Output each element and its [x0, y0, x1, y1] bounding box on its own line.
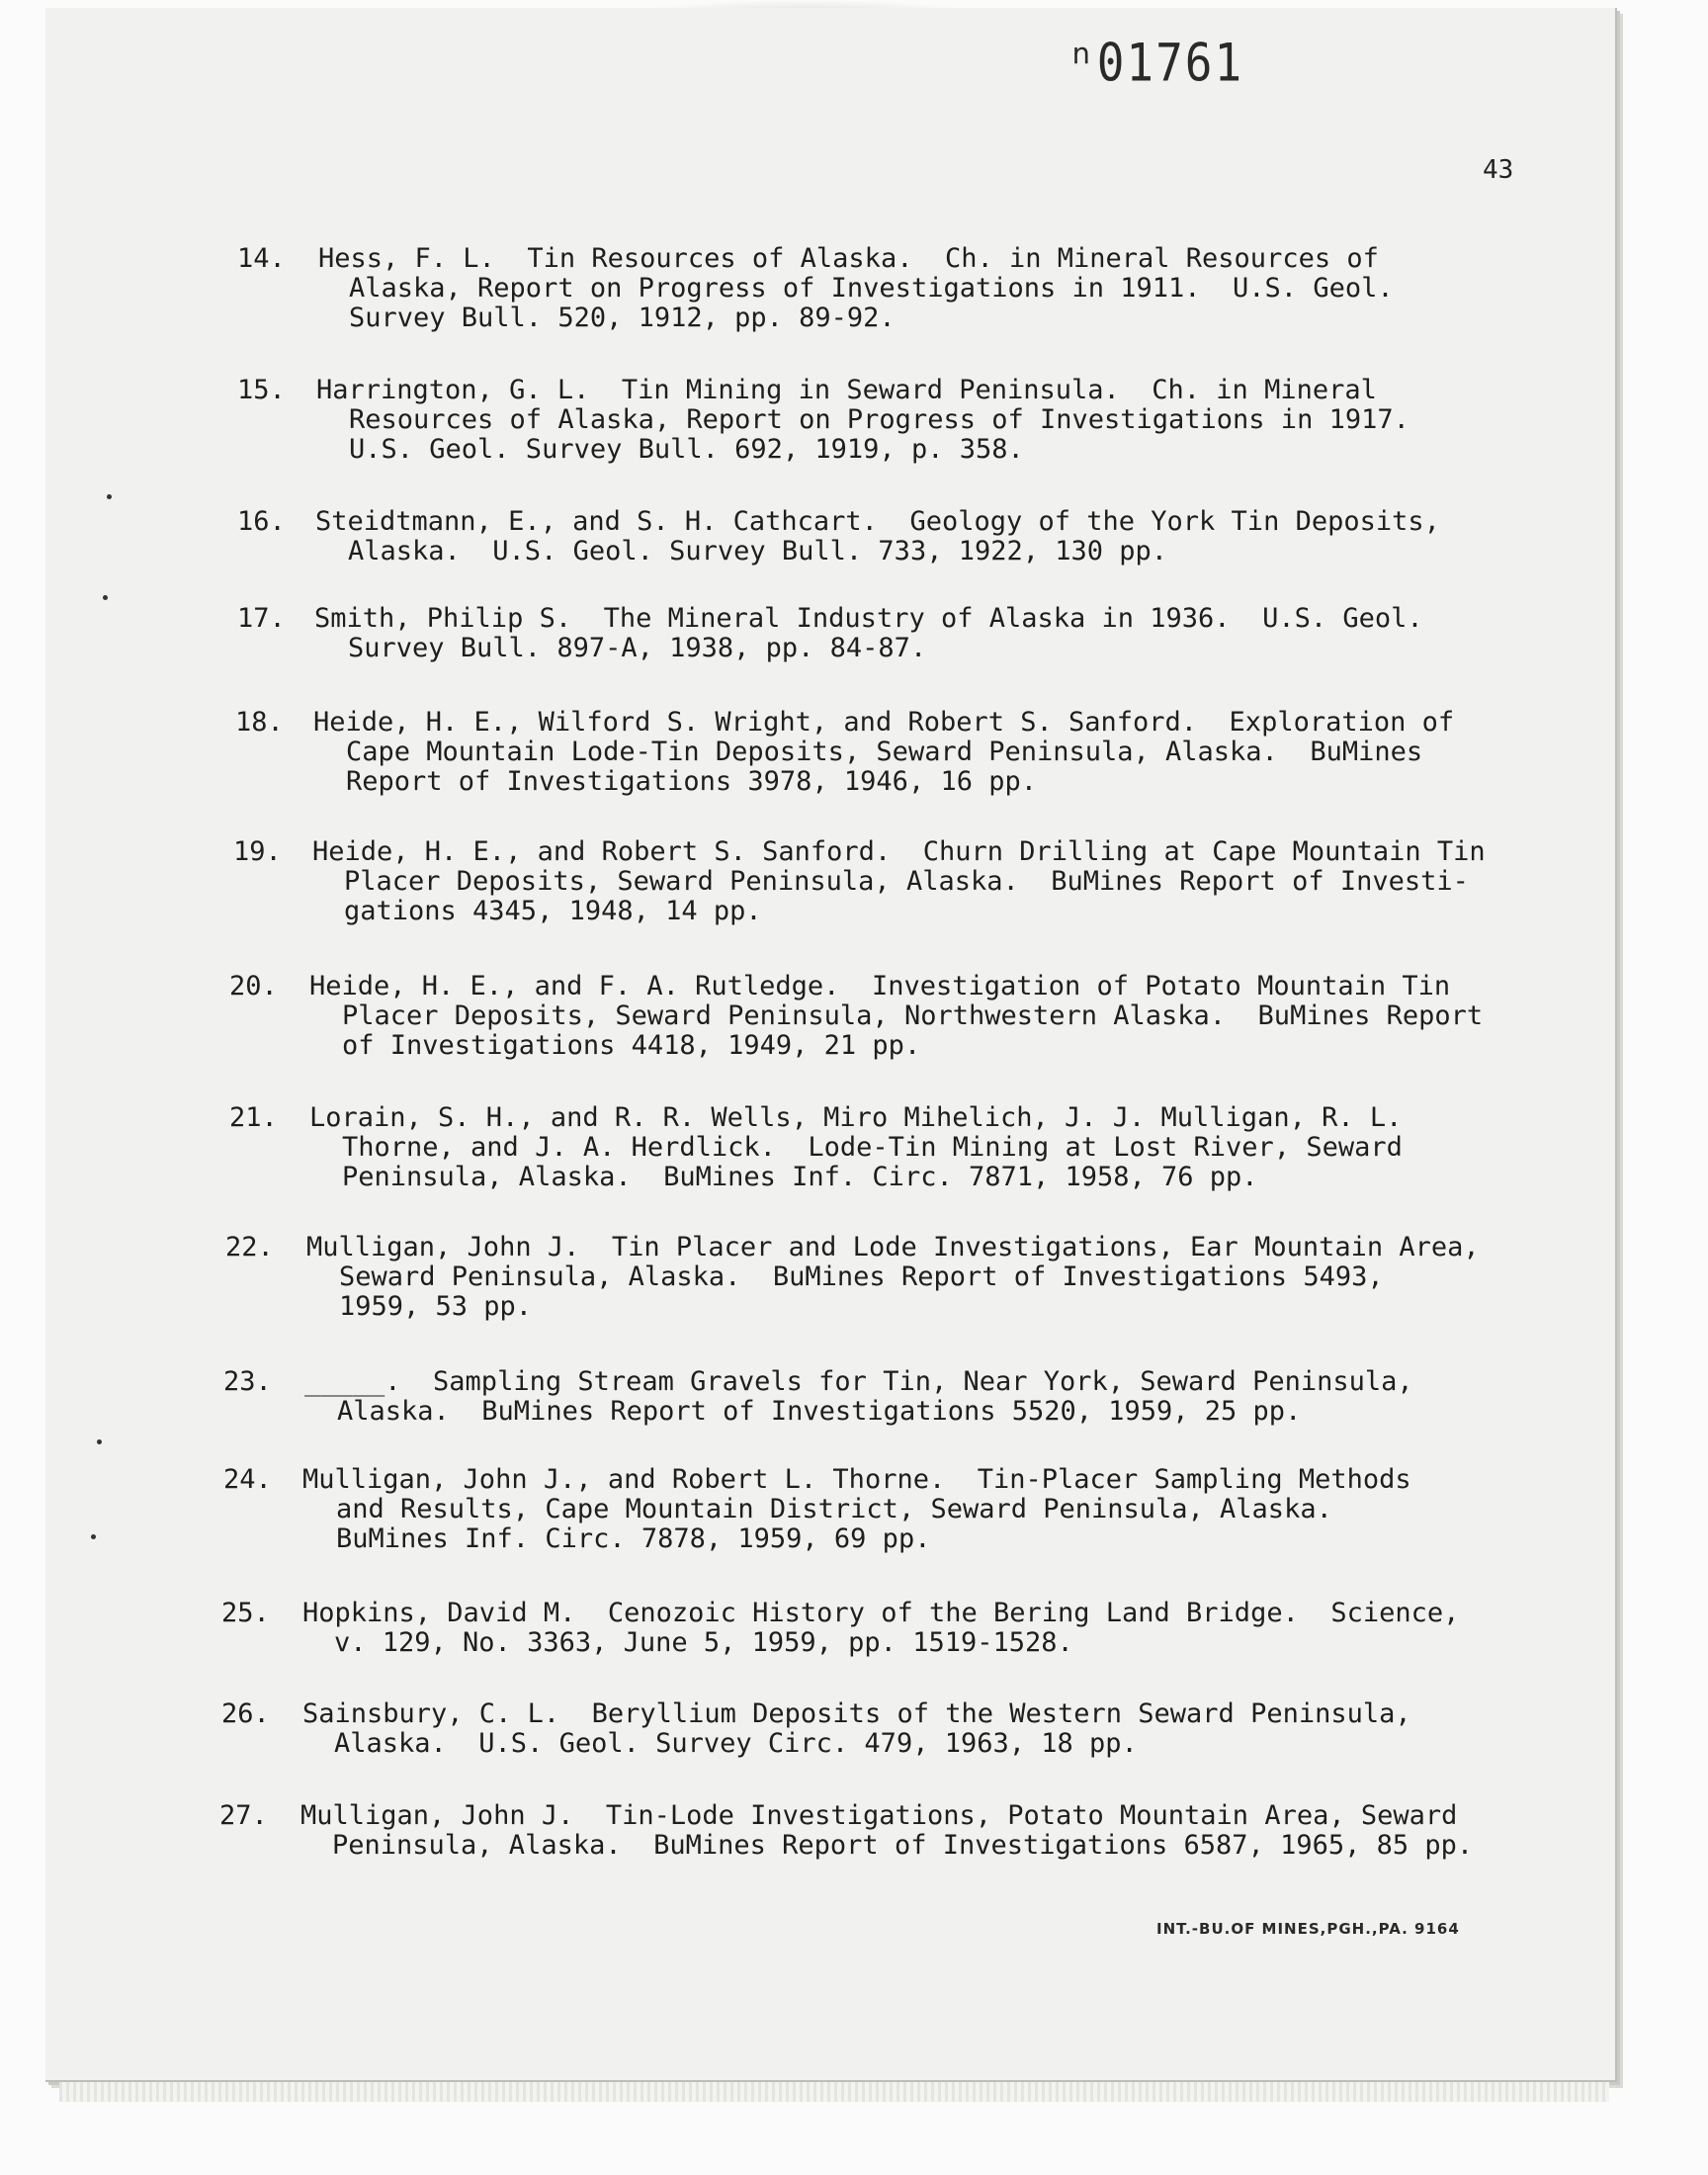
reference-text-line: _____. Sampling Stream Gravels for Tin, Near York, Seward Peninsula, [304, 1366, 1413, 1397]
reference-text-line: and Results, Cape Mountain District, Seward Peninsula, Alaska. [336, 1494, 1332, 1524]
reference-text-line: Cape Mountain Lode-Tin Deposits, Seward Peninsula, Alaska. BuMines [346, 737, 1423, 767]
reference-text-line: Mulligan, John J. Tin-Lode Investigations, Potato Mountain Area, Seward [300, 1800, 1458, 1831]
reference-number: 21. [229, 1102, 278, 1133]
reference-text-line: BuMines Inf. Circ. 7878, 1959, 69 pp. [336, 1523, 931, 1554]
reference-text-line: Placer Deposits, Seward Peninsula, Northwestern Alaska. BuMines Report [342, 1000, 1484, 1031]
reference-text-line: Mulligan, John J., and Robert L. Thorne. Tin-Placer Sampling Methods [302, 1464, 1411, 1495]
document-stamp-number: ⁿ01761 [1068, 32, 1244, 94]
reference-text-line: gations 4345, 1948, 14 pp. [344, 896, 762, 926]
reference-number: 25. [221, 1598, 270, 1628]
reference-text-line: Report of Investigations 3978, 1946, 16 pp. [346, 766, 1037, 797]
reference-text-line: Seward Peninsula, Alaska. BuMines Report of Investigations 5493, [339, 1262, 1384, 1292]
printer-footer-code: INT.-BU.OF MINES,PGH.,PA. 9164 [1156, 1920, 1460, 1938]
scan-speck [107, 494, 112, 499]
reference-text-line: Placer Deposits, Seward Peninsula, Alaska. BuMines Report of Investi- [344, 866, 1469, 897]
reference-text-line: of Investigations 4418, 1949, 21 pp. [342, 1030, 921, 1061]
reference-number: 22. [225, 1232, 274, 1262]
reference-text-line: U.S. Geol. Survey Bull. 692, 1919, p. 358. [349, 434, 1024, 465]
reference-text-line: Heide, H. E., and F. A. Rutledge. Investigation of Potato Mountain Tin [309, 971, 1451, 1001]
reference-text-line: Alaska. U.S. Geol. Survey Circ. 479, 1963, 18 pp. [334, 1728, 1138, 1759]
reference-text-line: Mulligan, John J. Tin Placer and Lode Investigations, Ear Mountain Area, [306, 1232, 1480, 1262]
reference-text-line: Resources of Alaska, Report on Progress of Investigations in 1917. [349, 404, 1409, 435]
scan-speck [103, 595, 108, 600]
reference-number: 27. [219, 1800, 268, 1831]
reference-text-line: Sainsbury, C. L. Beryllium Deposits of the Western Seward Peninsula, [302, 1698, 1411, 1729]
reference-number: 14. [237, 243, 286, 274]
reference-text-line: Hopkins, David M. Cenozoic History of the Bering Land Bridge. Science, [302, 1598, 1460, 1628]
reference-number: 15. [237, 375, 286, 405]
page-number: 43 [1483, 155, 1514, 185]
reference-text-line: Smith, Philip S. The Mineral Industry of Alaska in 1936. U.S. Geol. [314, 603, 1423, 634]
reference-text-line: Thorne, and J. A. Herdlick. Lode-Tin Mining at Lost River, Seward [342, 1132, 1403, 1163]
reference-text-line: Lorain, S. H., and R. R. Wells, Miro Mihelich, J. J. Mulligan, R. L. [309, 1102, 1403, 1133]
reference-text-line: Hess, F. L. Tin Resources of Alaska. Ch. in Mineral Resources of [318, 243, 1379, 274]
reference-text-line: Peninsula, Alaska. BuMines Report of Investigations 6587, 1965, 85 pp. [332, 1830, 1474, 1861]
reference-text-line: 1959, 53 pp. [339, 1291, 533, 1322]
reference-text-line: Peninsula, Alaska. BuMines Inf. Circ. 7871, 1958, 76 pp. [342, 1162, 1258, 1192]
reference-text-line: Survey Bull. 897-A, 1938, pp. 84-87. [348, 633, 927, 663]
reference-text-line: Steidtmann, E., and S. H. Cathcart. Geology of the York Tin Deposits, [315, 506, 1440, 537]
reference-number: 20. [229, 971, 278, 1001]
reference-number: 26. [221, 1698, 270, 1729]
scan-speck [91, 1534, 96, 1539]
reference-text-line: Alaska. BuMines Report of Investigations 5520, 1959, 25 pp. [337, 1396, 1302, 1427]
reference-text-line: Alaska. U.S. Geol. Survey Bull. 733, 1922, 130 pp. [348, 536, 1168, 566]
reference-number: 24. [223, 1464, 272, 1495]
reference-text-line: Alaska, Report on Progress of Investigations in 1911. U.S. Geol. [349, 273, 1394, 304]
reference-text-line: Harrington, G. L. Tin Mining in Seward Peninsula. Ch. in Mineral [316, 375, 1377, 405]
scan-speck [97, 1439, 102, 1444]
reference-text-line: Heide, H. E., Wilford S. Wright, and Robert S. Sanford. Exploration of [313, 707, 1455, 738]
reference-text-line: Survey Bull. 520, 1912, pp. 89-92. [349, 303, 896, 333]
reference-number: 19. [233, 836, 282, 867]
reference-text-line: v. 129, No. 3363, June 5, 1959, pp. 1519-1528. [334, 1627, 1073, 1658]
reference-number: 23. [223, 1366, 272, 1397]
reference-number: 18. [235, 707, 284, 738]
reference-number: 17. [237, 603, 286, 634]
reference-text-line: Heide, H. E., and Robert S. Sanford. Churn Drilling at Cape Mountain Tin [312, 836, 1486, 867]
reference-number: 16. [237, 506, 286, 537]
